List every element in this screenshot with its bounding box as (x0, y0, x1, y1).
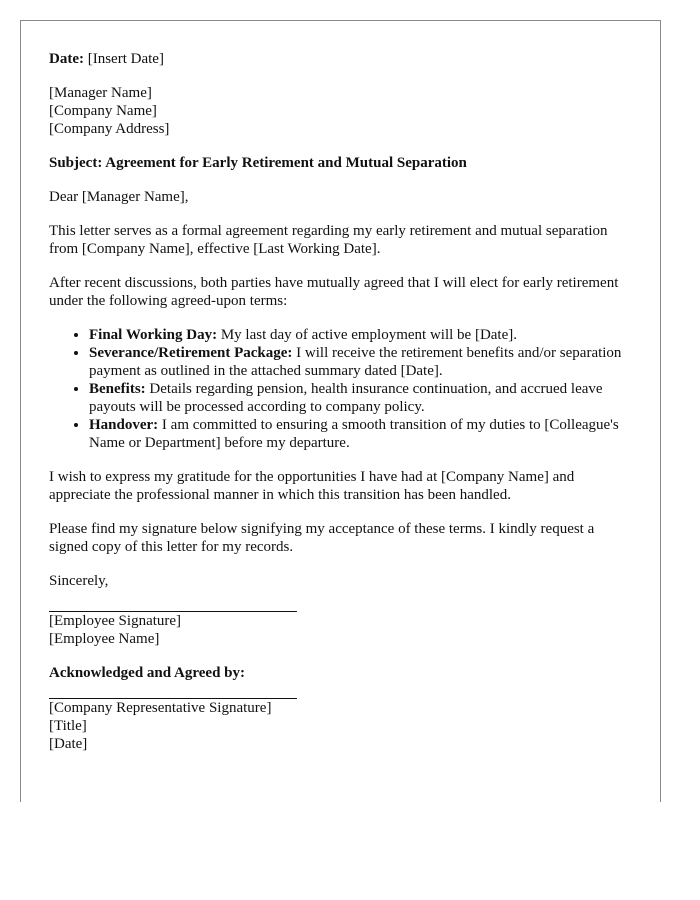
recipient-address-line: [Company Address] (49, 121, 170, 137)
term-label: Handover: (89, 417, 159, 433)
company-rep-signature-block (49, 698, 632, 753)
employee-signature-label: [Employee Signature] (49, 613, 182, 629)
company-rep-title: [Title] (49, 718, 87, 734)
list-item (89, 380, 632, 416)
paragraph-intro: This letter serves as a formal agreement regarding my early retirement and mutual separation from [Company Name], effective [Last Working Date]. (49, 223, 608, 257)
terms-list (49, 326, 632, 452)
paragraph-signature-request: Please find my signature below signifying my acceptance of these terms. I kindly request a signed copy of this letter for my records. (49, 521, 595, 555)
paragraph-gratitude: I wish to express my gratitude for the opportunities I have had at [Company Name] and appreciate the professional manner in which this transition has been handled. (49, 469, 575, 503)
date-line (49, 50, 632, 68)
term-label: Final Working Day: (89, 327, 218, 343)
company-rep-date: [Date] (49, 736, 88, 752)
paragraph-discussion: After recent discussions, both parties have mutually agreed that I will elect for early retirement under the following agreed-upon terms: (49, 275, 619, 309)
term-text: I am committed to ensuring a smooth transition of my duties to [Colleague's Name or Department] before my departure. (89, 417, 619, 451)
acknowledged-heading-text: Acknowledged and Agreed by: (49, 665, 245, 681)
term-text: My last day of active employment will be [Date]. (220, 327, 518, 343)
company-rep-signature-label: [Company Representative Signature] (49, 700, 272, 716)
recipient-company: [Company Name] (49, 103, 157, 119)
recipient-address (49, 84, 632, 138)
employee-signature-block (49, 611, 632, 648)
list-item (89, 344, 632, 380)
salutation: Dear [Manager Name], (49, 189, 189, 205)
list-item (89, 416, 632, 452)
term-label: Benefits: (89, 381, 146, 397)
subject-line (49, 154, 632, 172)
employee-name: [Employee Name] (49, 631, 160, 647)
acknowledged-heading (49, 664, 632, 682)
letter-page (20, 20, 661, 802)
recipient-name: [Manager Name] (49, 85, 152, 101)
term-label: Severance/Retirement Package: (89, 345, 293, 361)
date-label: Date: (49, 51, 84, 67)
list-item (89, 326, 632, 344)
subject-text: Subject: Agreement for Early Retirement and Mutual Separation (49, 155, 467, 171)
date-value: [Insert Date] (87, 51, 164, 67)
closing: Sincerely, (49, 573, 109, 589)
term-text: Details regarding pension, health insurance continuation, and accrued leave payouts will be processed according to company policy. (89, 381, 603, 415)
term-text: I will receive the retirement benefits and/or separation payment as outlined in the attached summary dated [Date]. (89, 345, 622, 379)
